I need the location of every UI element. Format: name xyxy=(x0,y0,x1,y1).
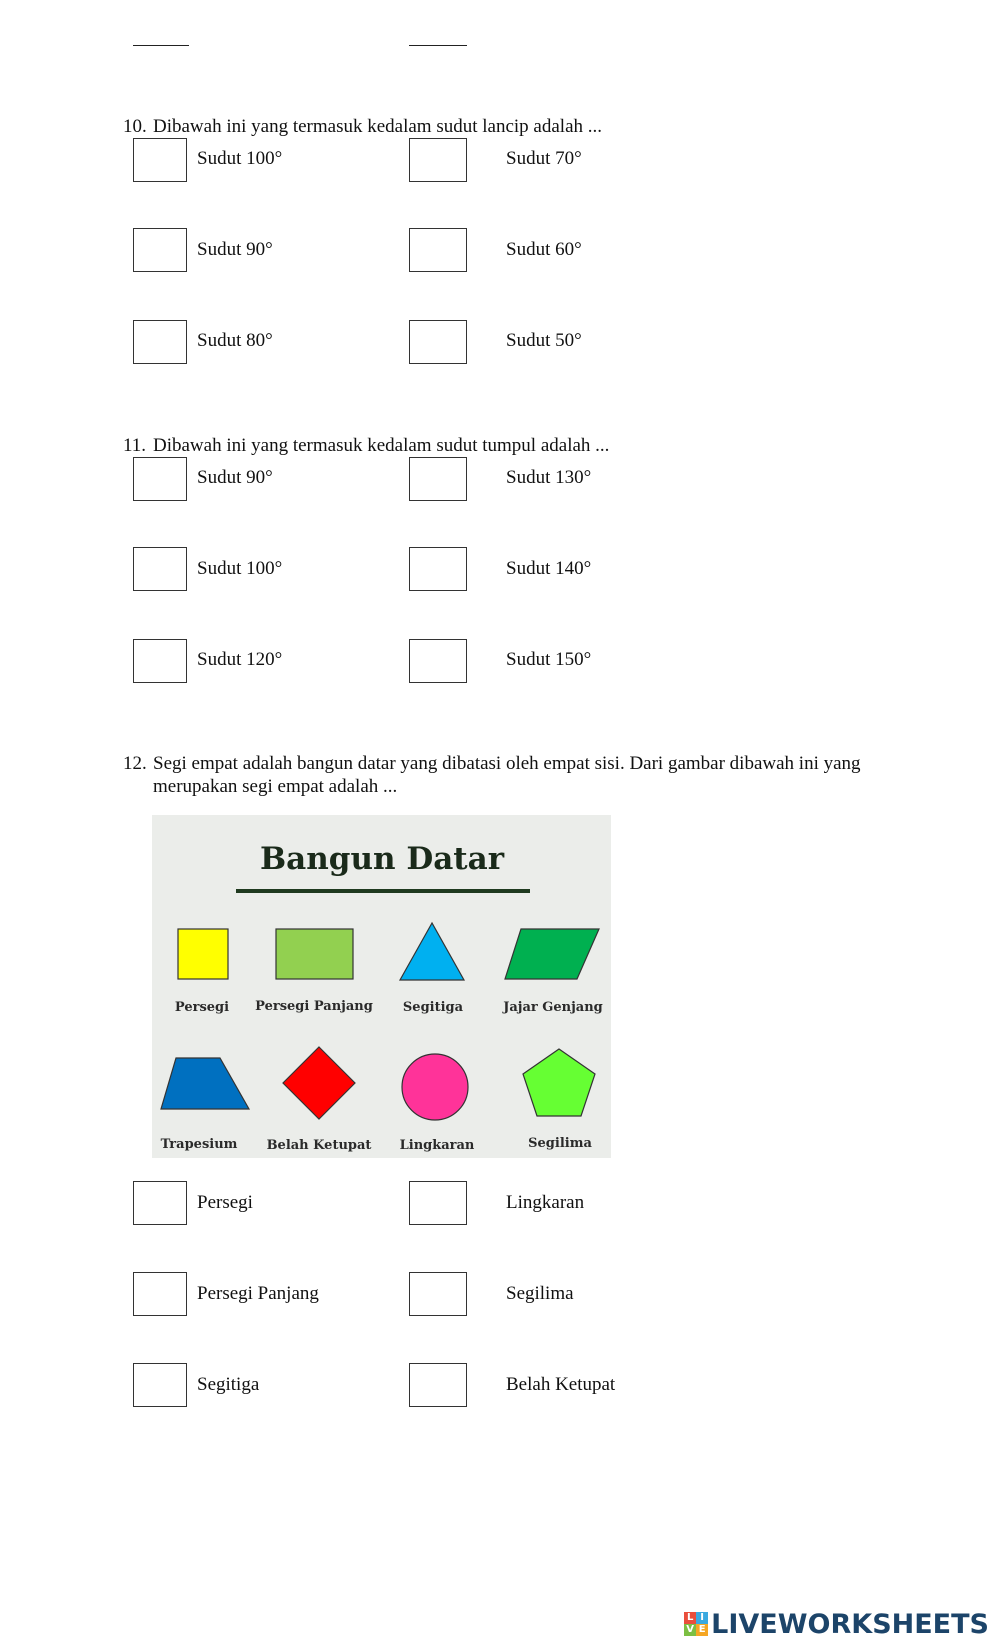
logo-letter: E xyxy=(696,1624,708,1636)
q12-option-label: Persegi Panjang xyxy=(197,1283,319,1304)
question-text: Dibawah ini yang termasuk kedalam sudut lancip adalah ... xyxy=(153,116,603,137)
q11-option-label: Sudut 130° xyxy=(506,467,592,488)
triangle-shape xyxy=(400,923,464,980)
q12-checkbox-6[interactable] xyxy=(409,1363,467,1407)
shape-label-segitiga: Segitiga xyxy=(402,1000,464,1015)
question-text: Segi empat adalah bangun datar yang dibatasi oleh empat sisi. Dari gambar dibawah ini yang merupakan segi empat adalah ... xyxy=(153,753,861,797)
bangun-datar-figure xyxy=(152,815,611,1158)
question-text: Dibawah ini yang termasuk kedalam sudut tumpul adalah ... xyxy=(153,435,610,456)
q11-checkbox-4[interactable] xyxy=(409,547,467,591)
shape-label-persegi-panjang: Persegi Panjang xyxy=(255,999,373,1014)
square-shape xyxy=(178,929,228,979)
question-number: 12. xyxy=(123,753,147,774)
q11-option-label: Sudut 90° xyxy=(197,467,273,488)
q10-checkbox-5[interactable] xyxy=(133,320,187,364)
pentagon-shape xyxy=(523,1049,595,1116)
q12-option-label: Segitiga xyxy=(197,1374,260,1395)
q12-checkbox-2[interactable] xyxy=(409,1181,467,1225)
q12-checkbox-4[interactable] xyxy=(409,1272,467,1316)
shape-label-persegi: Persegi xyxy=(174,1000,230,1015)
answer-line-left[interactable] xyxy=(133,45,189,46)
q11-option-label: Sudut 100° xyxy=(197,558,283,579)
shape-label-jajar-genjang: Jajar Genjang xyxy=(503,1000,603,1015)
q10-option-label: Sudut 70° xyxy=(506,148,582,169)
q12-option-label: Persegi xyxy=(197,1192,253,1213)
q10-option-label: Sudut 100° xyxy=(197,148,283,169)
shape-label-trapesium: Trapesium xyxy=(160,1137,238,1152)
parallelogram-shape xyxy=(505,929,599,979)
q11-checkbox-2[interactable] xyxy=(409,457,467,501)
brand-name: LIVEWORKSHEETS xyxy=(711,1608,989,1640)
q12-checkbox-3[interactable] xyxy=(133,1272,187,1316)
shape-label-segilima: Segilima xyxy=(528,1136,592,1151)
rectangle-shape xyxy=(276,929,353,979)
q10-checkbox-6[interactable] xyxy=(409,320,467,364)
q11-option-label: Sudut 150° xyxy=(506,649,592,670)
circle-shape xyxy=(402,1054,468,1120)
q11-checkbox-1[interactable] xyxy=(133,457,187,501)
liveworksheets-logo-icon xyxy=(684,1612,708,1636)
trapezoid-shape xyxy=(161,1058,249,1109)
question-12 xyxy=(123,752,903,798)
logo-letter: I xyxy=(696,1612,708,1624)
liveworksheets-brand xyxy=(684,1607,989,1641)
q10-option-label: Sudut 80° xyxy=(197,330,273,351)
rhombus-shape xyxy=(283,1047,355,1119)
figure-title: Bangun Datar xyxy=(259,841,505,877)
question-10 xyxy=(123,115,602,138)
q10-option-label: Sudut 90° xyxy=(197,239,273,260)
logo-letter: L xyxy=(684,1612,696,1624)
q10-checkbox-2[interactable] xyxy=(409,138,467,182)
shapes-illustration xyxy=(152,815,611,1158)
q12-checkbox-1[interactable] xyxy=(133,1181,187,1225)
q12-option-label: Segilima xyxy=(506,1283,574,1304)
q10-checkbox-3[interactable] xyxy=(133,228,187,272)
q11-checkbox-3[interactable] xyxy=(133,547,187,591)
q10-checkbox-1[interactable] xyxy=(133,138,187,182)
q10-checkbox-4[interactable] xyxy=(409,228,467,272)
q11-checkbox-6[interactable] xyxy=(409,639,467,683)
answer-line-right[interactable] xyxy=(409,45,467,46)
q12-checkbox-5[interactable] xyxy=(133,1363,187,1407)
q11-checkbox-5[interactable] xyxy=(133,639,187,683)
q12-option-label: Lingkaran xyxy=(506,1192,585,1213)
question-11 xyxy=(123,434,609,457)
q11-option-label: Sudut 140° xyxy=(506,558,592,579)
q11-option-label: Sudut 120° xyxy=(197,649,283,670)
logo-letter: V xyxy=(684,1624,696,1636)
q10-option-label: Sudut 50° xyxy=(506,330,582,351)
q10-option-label: Sudut 60° xyxy=(506,239,582,260)
shape-label-lingkaran: Lingkaran xyxy=(399,1138,475,1153)
question-number: 10. xyxy=(123,116,147,137)
q12-option-label: Belah Ketupat xyxy=(506,1374,616,1395)
question-number: 11. xyxy=(123,435,147,456)
shape-label-belah-ketupat: Belah Ketupat xyxy=(266,1138,372,1153)
